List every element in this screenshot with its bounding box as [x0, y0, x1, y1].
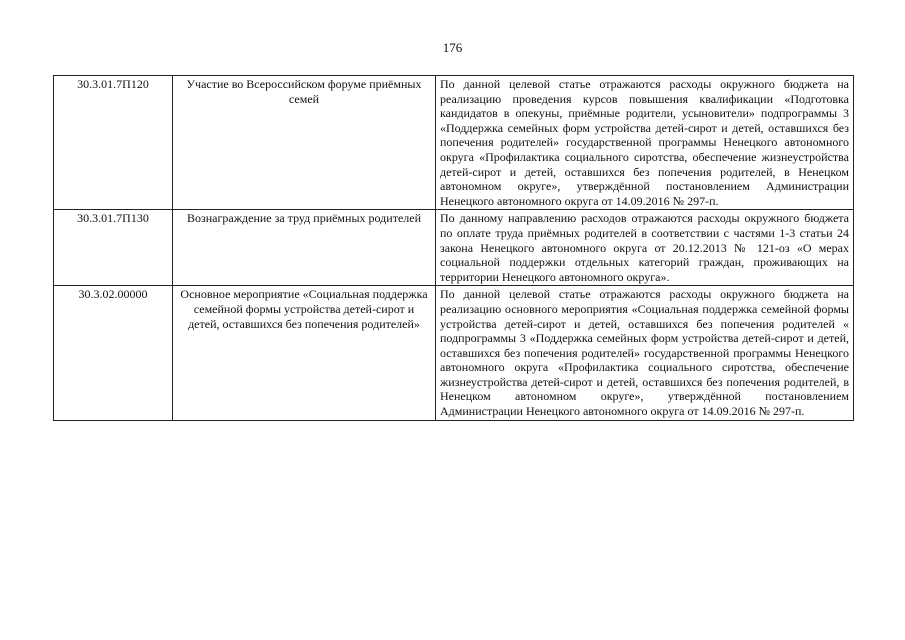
target-article-code: 30.3.01.7П130	[54, 210, 173, 286]
target-article-name: Основное мероприятие «Социальная поддержка семейной формы устройства детей-сирот и детей, оставшихся без попечения родителей»	[173, 286, 436, 420]
target-article-description: По данной целевой статье отражаются расходы окружного бюджета на реализацию проведения курсов повышения квалификации «Подготовка кандидатов в опекуны, приёмные родители, усыновители» подпрограммы 3 «Поддержка семейных форм устройства детей-сирот и детей, оставшихся без попечения родителей» государственной программы Ненецкого автономного округа «Профилактика социального сиротства, обеспечение жизнеустройства детей-сирот и детей, оставшихся без попечения родителей, в Ненецком автономном округе», утверждённой постановлением Администрации Ненецкого автономного округа от 14.09.2016 № 297-п.	[436, 76, 854, 210]
target-article-code: 30.3.02.00000	[54, 286, 173, 420]
target-article-name: Вознаграждение за труд приёмных родителей	[173, 210, 436, 286]
target-article-code: 30.3.01.7П120	[54, 76, 173, 210]
page-number: 176	[442, 40, 463, 55]
table-row	[54, 286, 854, 420]
target-article-description: По данной целевой статье отражаются расходы окружного бюджета на реализацию основного мероприятия «Социальная поддержка семейной формы устройства детей-сирот и детей, оставшихся без попечения родителей « подпрограммы 3 «Поддержка семейных форм устройства детей-сирот и детей, оставшихся без попечения родителей» государственной программы Ненецкого автономного округа «Профилактика социального сиротства, обеспечение жизнеустройства детей-сирот и детей, оставшихся без попечения родителей, в Ненецком автономном округе», утверждённой постановлением Администрации Ненецкого автономного округа от 14.09.2016 № 297-п.	[436, 286, 854, 420]
target-article-description: По данному направлению расходов отражаются расходы окружного бюджета по оплате труда приёмных родителей в соответствии с частями 1-3 статьи 24 закона Ненецкого автономного округа от 20.12.2013 № 121-оз «О мерах социальной поддержки отдельных категорий граждан, проживающих на территории Ненецкого автономного округа».	[436, 210, 854, 286]
table-row	[54, 210, 854, 286]
table-row	[54, 76, 854, 210]
target-article-name: Участие во Всероссийском форуме приёмных семей	[173, 76, 436, 210]
budget-classification-table	[53, 75, 854, 421]
